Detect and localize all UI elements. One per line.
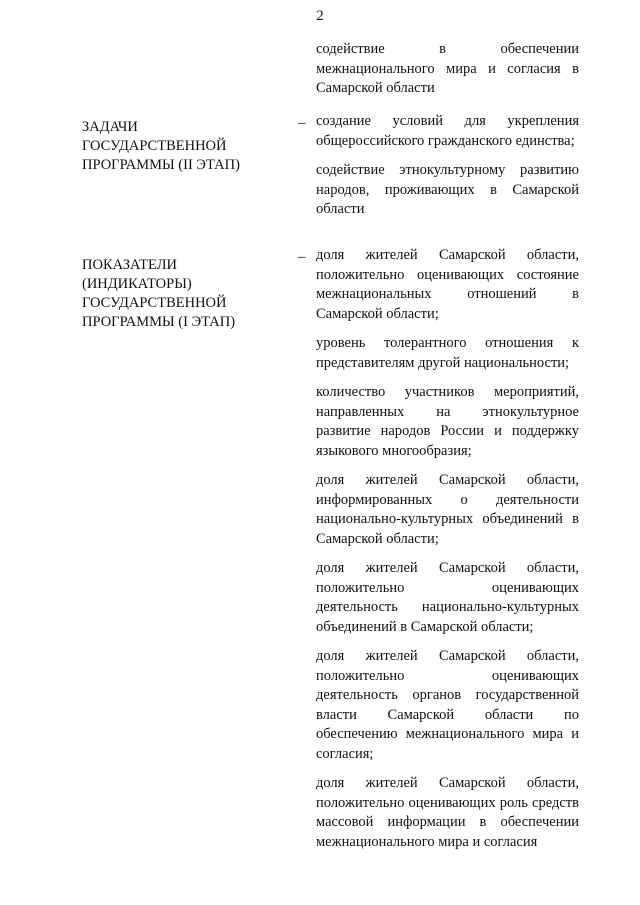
list-item: доля жителей Самарской области, положительно оценивающих деятельность национально-культурных объединений в Самарской области; bbox=[316, 560, 579, 635]
indicators-label-line: ПОКАЗАТЕЛИ bbox=[82, 257, 178, 273]
continuation-text: содействие в обеспечении межнационального мира и согласия в Самарской области bbox=[316, 41, 579, 96]
list-item: доля жителей Самарской области, положительно оценивающих деятельность органов государственной власти Самарской области по обеспечению межнационального мира и согласия; bbox=[316, 648, 579, 762]
tasks-items bbox=[316, 112, 579, 220]
indicators-dash: – bbox=[298, 249, 306, 265]
indicators-label-line: (ИНДИКАТОРЫ) bbox=[82, 276, 192, 292]
indicators-label-line: ПРОГРАММЫ (I ЭТАП) bbox=[82, 314, 236, 330]
tasks-label-line: ГОСУДАРСТВЕННОЙ bbox=[82, 138, 227, 154]
indicators-label-line: ГОСУДАРСТВЕННОЙ bbox=[82, 295, 227, 311]
page-number: 2 bbox=[316, 8, 324, 24]
tasks-label-line: ЗАДАЧИ bbox=[82, 119, 138, 135]
list-item: доля жителей Самарской области, положительно оценивающих роль средств массовой информации в обеспечении межнационального мира и согласия bbox=[316, 775, 579, 850]
list-item: количество участников мероприятий, направленных на этнокультурное развитие народов России и поддержку языкового многообразия; bbox=[316, 384, 579, 459]
tasks-label-line: ПРОГРАММЫ (II ЭТАП) bbox=[82, 157, 240, 173]
list-item: содействие этнокультурному развитию народов, проживающих в Самарской области bbox=[316, 162, 579, 217]
list-item: создание условий для укрепления общероссийского гражданского единства; bbox=[316, 113, 579, 149]
list-item: доля жителей Самарской области, положительно оценивающих состояние межнациональных отношений в Самарской области; bbox=[316, 247, 579, 322]
list-item: доля жителей Самарской области, информированных о деятельности национально-культурных объединений в Самарской области; bbox=[316, 472, 579, 547]
indicators-label bbox=[82, 256, 282, 332]
indicators-items bbox=[316, 246, 579, 852]
list-item: уровень толерантного отношения к представителям другой национальности; bbox=[316, 335, 579, 371]
tasks-dash: – bbox=[298, 115, 306, 131]
tasks-label bbox=[82, 118, 282, 175]
continuation-block bbox=[316, 40, 579, 99]
